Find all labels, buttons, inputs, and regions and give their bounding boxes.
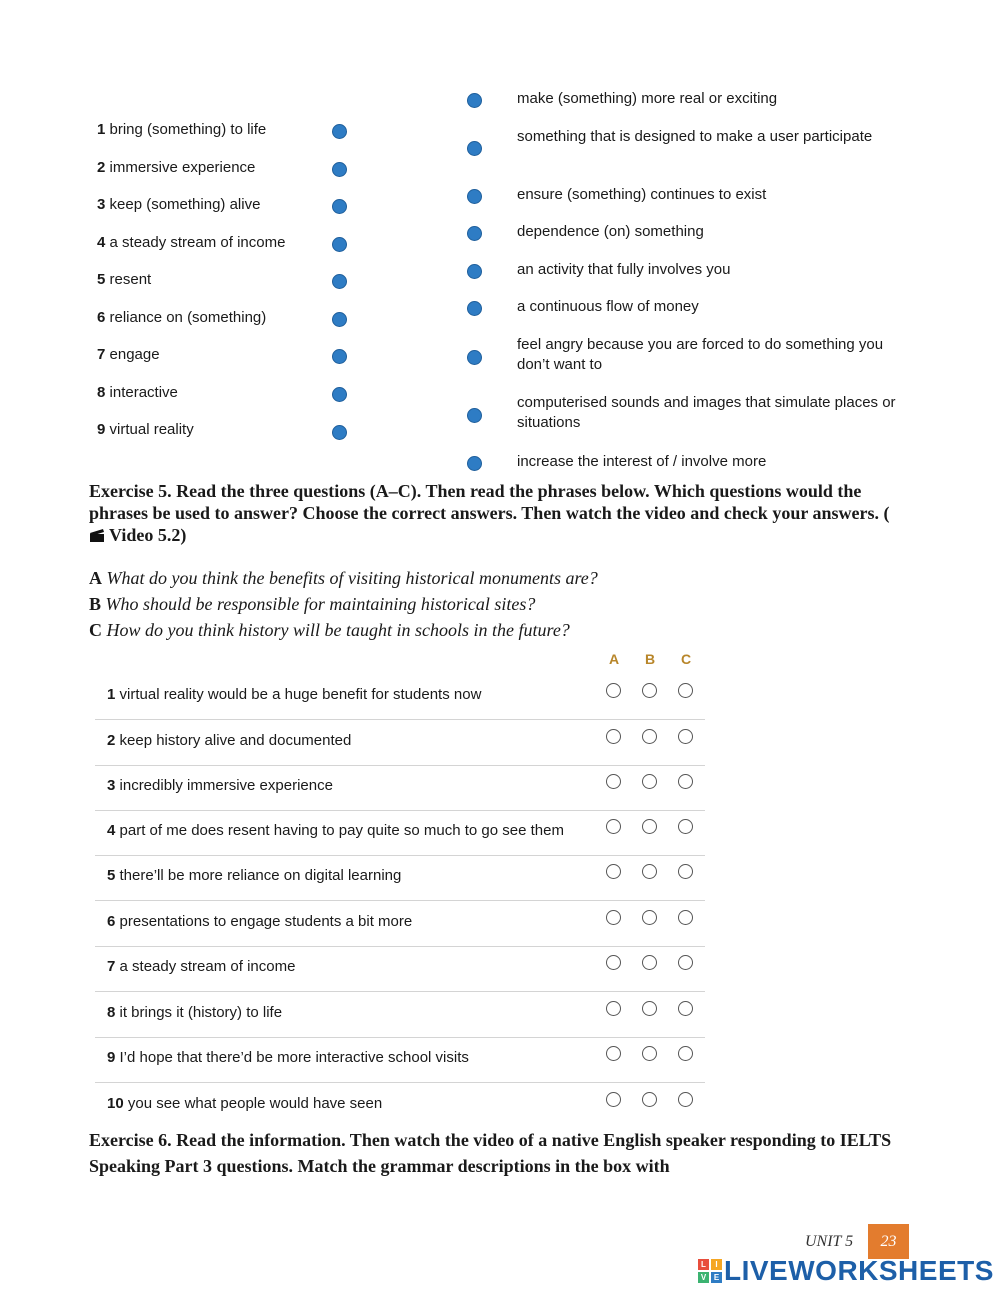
definition-8: computerised sounds and images that simulate places or situations xyxy=(517,394,896,431)
radio-2-a[interactable] xyxy=(606,729,621,744)
radio-4-b[interactable] xyxy=(642,819,657,834)
left-match-dot-2[interactable] xyxy=(332,162,347,177)
page-number: 23 xyxy=(868,1224,909,1259)
brand-name: LIVEWORKSHEETS xyxy=(724,1255,994,1286)
table-row xyxy=(95,720,705,766)
table-row xyxy=(95,1037,705,1083)
term-8: 8 interactive xyxy=(97,384,178,401)
right-match-dot-2[interactable] xyxy=(467,141,482,156)
radio-3-a[interactable] xyxy=(606,774,621,789)
right-match-dot-7[interactable] xyxy=(467,350,482,365)
term-1: 1 bring (something) to life xyxy=(97,121,267,138)
radio-5-a[interactable] xyxy=(606,864,621,879)
exercise-5-heading: Exercise 5. Read the three questions (A–C). Then read the phrases below. Which questions would the phrases be used to answer? Choose the correct answers. Then watch the video and check your answers. (Video 5.2) xyxy=(89,480,909,548)
radio-1-c[interactable] xyxy=(678,683,693,698)
left-match-dot-5[interactable] xyxy=(332,274,347,289)
table-row xyxy=(95,855,705,901)
table-row xyxy=(95,946,705,992)
radio-1-b[interactable] xyxy=(642,683,657,698)
phrase-text: 5 there’ll be more reliance on digital learning xyxy=(107,867,402,884)
right-match-dot-5[interactable] xyxy=(467,264,482,279)
column-header-c: C xyxy=(681,651,692,667)
definition-9: increase the interest of / involve more xyxy=(517,453,767,470)
table-row xyxy=(95,1083,705,1128)
radio-6-b[interactable] xyxy=(642,910,657,925)
term-4: 4 a steady stream of income xyxy=(97,234,286,251)
left-match-dot-7[interactable] xyxy=(332,349,347,364)
left-match-dot-1[interactable] xyxy=(332,124,347,139)
radio-10-c[interactable] xyxy=(678,1092,693,1107)
definition-7: feel angry because you are forced to do something you don’t want to xyxy=(517,336,884,373)
radio-2-b[interactable] xyxy=(642,729,657,744)
definition-3: ensure (something) continues to exist xyxy=(517,186,767,203)
unit-label: UNIT 5 xyxy=(805,1233,854,1250)
radio-7-b[interactable] xyxy=(642,955,657,970)
table-row xyxy=(95,901,705,947)
definition-5: an activity that fully involves you xyxy=(517,261,731,278)
right-match-dot-3[interactable] xyxy=(467,189,482,204)
left-match-dot-8[interactable] xyxy=(332,387,347,402)
term-6: 6 reliance on (something) xyxy=(97,309,267,326)
phrase-text: 9 I’d hope that there’d be more interactive school visits xyxy=(107,1049,469,1066)
radio-5-b[interactable] xyxy=(642,864,657,879)
term-2: 2 immersive experience xyxy=(97,159,256,176)
radio-9-a[interactable] xyxy=(606,1046,621,1061)
radio-6-a[interactable] xyxy=(606,910,621,925)
phrase-text: 2 keep history alive and documented xyxy=(107,732,352,749)
radio-3-b[interactable] xyxy=(642,774,657,789)
right-match-dot-1[interactable] xyxy=(467,93,482,108)
radio-4-c[interactable] xyxy=(678,819,693,834)
radio-8-a[interactable] xyxy=(606,1001,621,1016)
phrase-text: 10 you see what people would have seen xyxy=(107,1095,383,1112)
liveworksheets-logo xyxy=(698,1256,994,1286)
liveworksheets-logo-icon: L I V E xyxy=(698,1259,722,1283)
table-row xyxy=(95,674,705,720)
table-row xyxy=(95,765,705,811)
radio-8-c[interactable] xyxy=(678,1001,693,1016)
left-match-dot-6[interactable] xyxy=(332,312,347,327)
question-b: B Who should be responsible for maintaining historical sites? xyxy=(89,594,536,614)
radio-9-b[interactable] xyxy=(642,1046,657,1061)
left-match-dot-3[interactable] xyxy=(332,199,347,214)
radio-1-a[interactable] xyxy=(606,683,621,698)
phrase-text: 1 virtual reality would be a huge benefit for students now xyxy=(107,686,482,703)
term-5: 5 resent xyxy=(97,271,152,288)
radio-7-a[interactable] xyxy=(606,955,621,970)
phrase-text: 8 it brings it (history) to life xyxy=(107,1004,283,1021)
radio-9-c[interactable] xyxy=(678,1046,693,1061)
radio-7-c[interactable] xyxy=(678,955,693,970)
term-9: 9 virtual reality xyxy=(97,421,194,438)
radio-10-b[interactable] xyxy=(642,1092,657,1107)
right-match-dot-9[interactable] xyxy=(467,456,482,471)
definition-6: a continuous flow of money xyxy=(517,298,699,315)
phrase-text: 7 a steady stream of income xyxy=(107,958,296,975)
table-row xyxy=(95,810,705,856)
radio-5-c[interactable] xyxy=(678,864,693,879)
left-match-dot-4[interactable] xyxy=(332,237,347,252)
phrase-text: 6 presentations to engage students a bit more xyxy=(107,913,413,930)
right-match-dot-4[interactable] xyxy=(467,226,482,241)
radio-2-c[interactable] xyxy=(678,729,693,744)
term-3: 3 keep (something) alive xyxy=(97,196,261,213)
radio-4-a[interactable] xyxy=(606,819,621,834)
question-a: A What do you think the benefits of visiting historical monuments are? xyxy=(89,568,598,588)
phrase-text: 3 incredibly immersive experience xyxy=(107,777,333,794)
radio-10-a[interactable] xyxy=(606,1092,621,1107)
right-match-dot-6[interactable] xyxy=(467,301,482,316)
left-match-dot-9[interactable] xyxy=(332,425,347,440)
column-header-a: A xyxy=(609,651,620,667)
definition-2: something that is designed to make a user participate xyxy=(517,128,873,145)
column-header-b: B xyxy=(645,651,656,667)
right-match-dot-8[interactable] xyxy=(467,408,482,423)
radio-8-b[interactable] xyxy=(642,1001,657,1016)
question-c: C How do you think history will be taught in schools in the future? xyxy=(89,620,570,640)
definition-1: make (something) more real or exciting xyxy=(517,90,778,107)
phrase-text: 4 part of me does resent having to pay quite so much to go see them xyxy=(107,822,564,839)
term-7: 7 engage xyxy=(97,346,160,363)
definition-4: dependence (on) something xyxy=(517,223,704,240)
radio-6-c[interactable] xyxy=(678,910,693,925)
clapperboard-icon xyxy=(89,526,105,548)
table-row xyxy=(95,992,705,1038)
exercise-6-heading: Exercise 6. Read the information. Then watch the video of a native English speaker responding to IELTS Speaking Part 3 questions. Match the grammar descriptions in the box with xyxy=(89,1130,892,1176)
radio-3-c[interactable] xyxy=(678,774,693,789)
